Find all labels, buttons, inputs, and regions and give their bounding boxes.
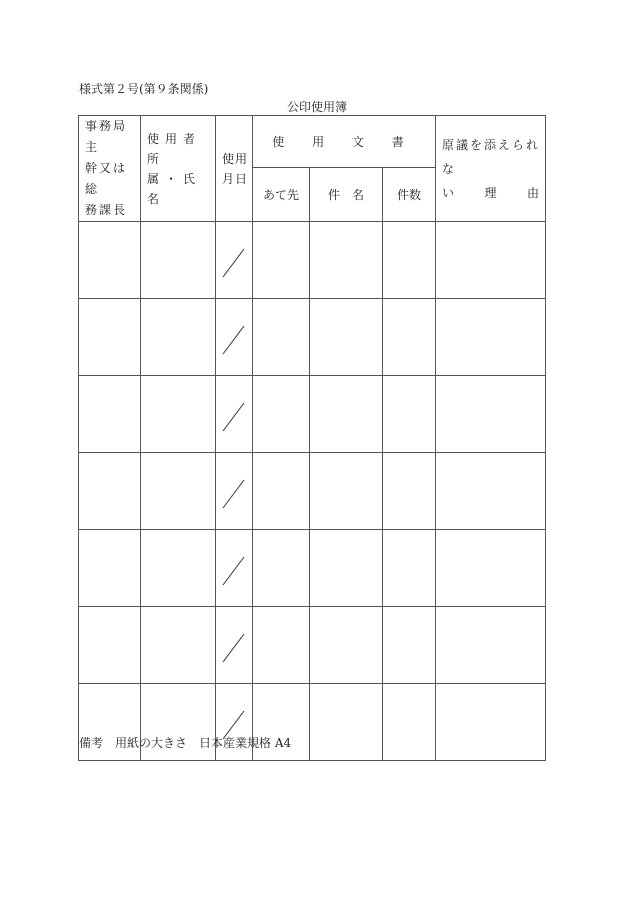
cell-addressee[interactable]: [253, 222, 310, 299]
cell-user[interactable]: [141, 299, 216, 376]
cell-count[interactable]: [383, 222, 436, 299]
header-text: 幹又は総: [85, 161, 128, 196]
table-row: [79, 530, 546, 607]
date-slash-icon: [216, 376, 252, 452]
column-header-addressee: あて先: [253, 168, 310, 222]
date-slash-icon: [216, 453, 252, 529]
table-row: [79, 376, 546, 453]
cell-count[interactable]: [383, 453, 436, 530]
cell-subject[interactable]: [310, 453, 383, 530]
column-header-user: [141, 116, 216, 222]
header-text: [442, 181, 545, 205]
date-slash-icon: [216, 530, 252, 606]
cell-reason[interactable]: [436, 607, 546, 684]
cell-count[interactable]: [383, 530, 436, 607]
cell-subject[interactable]: [310, 376, 383, 453]
form-number: 様式第２号(第９条関係): [79, 82, 209, 96]
header-text: い: [442, 185, 455, 200]
cell-reason[interactable]: [436, 530, 546, 607]
cell-addressee[interactable]: [253, 299, 310, 376]
cell-subject[interactable]: [310, 222, 383, 299]
column-header-reason: [436, 116, 546, 222]
table-row: [79, 453, 546, 530]
header-text: 由: [526, 185, 539, 200]
cell-subject[interactable]: [310, 607, 383, 684]
header-text: 使用者所: [147, 131, 202, 166]
column-header-count: 件数: [383, 168, 436, 222]
header-text: 原議を添えられな: [442, 137, 541, 176]
cell-subject[interactable]: [310, 530, 383, 607]
cell-date[interactable]: [216, 607, 253, 684]
seal-usage-table: [78, 115, 546, 761]
table-row: [79, 222, 546, 299]
cell-reason[interactable]: [436, 684, 546, 761]
cell-date[interactable]: [216, 299, 253, 376]
cell-addressee[interactable]: [253, 376, 310, 453]
table-row: [79, 299, 546, 376]
cell-date[interactable]: [216, 530, 253, 607]
header-text: 務課長: [85, 203, 128, 217]
cell-admin[interactable]: [79, 530, 141, 607]
header-text: 理: [484, 185, 497, 200]
cell-addressee[interactable]: [253, 453, 310, 530]
date-slash-icon: [216, 607, 252, 683]
header-text: 月日: [222, 171, 249, 186]
cell-user[interactable]: [141, 530, 216, 607]
header-text: 使用: [222, 151, 249, 166]
cell-date[interactable]: [216, 453, 253, 530]
date-slash-icon: [216, 222, 252, 298]
cell-count[interactable]: [383, 684, 436, 761]
cell-count[interactable]: [383, 376, 436, 453]
header-row: [79, 116, 546, 168]
cell-admin[interactable]: [79, 222, 141, 299]
cell-reason[interactable]: [436, 376, 546, 453]
table-row: [79, 607, 546, 684]
cell-user[interactable]: [141, 607, 216, 684]
cell-user[interactable]: [141, 453, 216, 530]
header-text: 事務局主: [85, 119, 128, 154]
footer-note: 備考 用紙の大きさ 日本産業規格 A4: [79, 736, 292, 750]
date-slash-icon: [216, 299, 252, 375]
header-text: 属・氏名: [147, 171, 202, 206]
cell-subject[interactable]: [310, 684, 383, 761]
cell-admin[interactable]: [79, 453, 141, 530]
cell-subject[interactable]: [310, 299, 383, 376]
cell-admin[interactable]: [79, 607, 141, 684]
document-title: 公印使用簿: [286, 100, 347, 114]
column-header-subject: 件 名: [310, 168, 383, 222]
column-header-documents: 使 用 文 書: [253, 116, 436, 168]
cell-addressee[interactable]: [253, 607, 310, 684]
cell-user[interactable]: [141, 222, 216, 299]
cell-reason[interactable]: [436, 453, 546, 530]
cell-count[interactable]: [383, 299, 436, 376]
cell-count[interactable]: [383, 607, 436, 684]
column-header-admin: [79, 116, 141, 222]
cell-date[interactable]: [216, 222, 253, 299]
cell-reason[interactable]: [436, 222, 546, 299]
cell-admin[interactable]: [79, 299, 141, 376]
cell-reason[interactable]: [436, 299, 546, 376]
cell-addressee[interactable]: [253, 530, 310, 607]
column-header-date: [216, 116, 253, 222]
cell-user[interactable]: [141, 376, 216, 453]
cell-admin[interactable]: [79, 376, 141, 453]
cell-date[interactable]: [216, 376, 253, 453]
